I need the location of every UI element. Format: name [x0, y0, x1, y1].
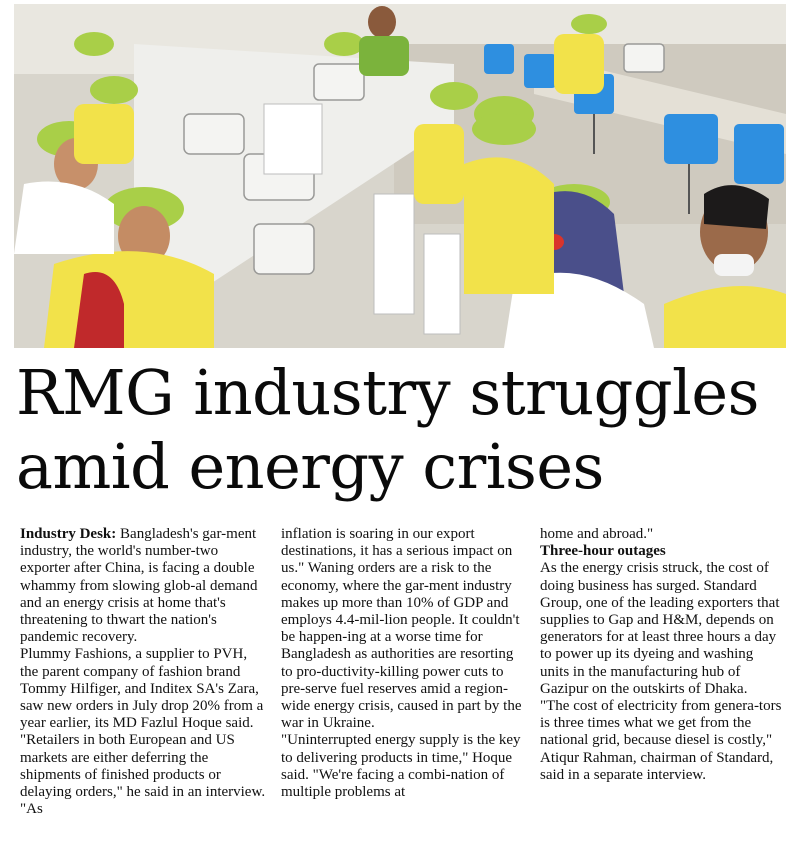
garment-factory-photo-icon — [14, 4, 786, 348]
article-paragraph: "The cost of electricity from genera-tors is three times what we get from the national grid, because diesel is costly," Atiqur Rahman, chairman of Standard, said in a separate interview. — [540, 698, 782, 783]
article-paragraph: home and abroad." — [540, 526, 654, 542]
lead-text: Bangladesh's gar-ment industry, the world's number-two exporter after China, is facing a double whammy from slowing glob-al demand and an energy crisis at home that's threatening to thwart the nation's pandemic recovery. — [20, 526, 258, 646]
headline-line-2: amid energy crises — [16, 430, 604, 503]
article-paragraph: As the energy crisis struck, the cost of doing business has surged. Standard Group, one of the leading exporters that supplies to Gap and H&M, depends on generators for at least three hours a day to power up its dyeing and washing units in the manufacturing hub of Gazipur on the outskirts of Dhaka. — [540, 560, 780, 697]
article-paragraph: Plummy Fashions, a supplier to PVH, the parent company of fashion brand Tommy Hilfiger, and Inditex SA's Zara, saw new orders in July drop 20% from a year earlier, its MD Fazlul Hoque said. "Retailers in both European and US markets are either deferring the shipments of finished products or delaying orders," he said in an interview. "As — [20, 646, 266, 818]
garment-factory-photo — [14, 4, 786, 348]
article-paragraph: "Uninterrupted energy supply is the key to delivering products in time," Hoque said. "We're facing a combi-nation of multiple problems at — [281, 732, 521, 801]
article-paragraph — [20, 526, 266, 646]
article-column-3 — [540, 526, 785, 784]
article-column-1 — [20, 526, 266, 818]
article-paragraph: inflation is soaring in our export destinations, it has a serious impact on us." Waning orders are a risk to the economy, where the gar-ment industry makes up more than 10% of GDP and employs 4.4-mil-lion people. It couldn't be happen-ing at a worse time for Bangladesh as authorities are resorting to pro-ductivity-killing power cuts to pre-serve fuel reserves amid a region-wide energy crisis, caused in part by the war in Ukraine. — [281, 526, 522, 732]
subheading: Three-hour outages — [540, 543, 666, 560]
headline — [16, 356, 796, 504]
headline-line-1: RMG industry struggles — [16, 356, 759, 429]
kicker: Industry Desk: — [20, 526, 117, 542]
article-column-2 — [281, 526, 526, 801]
